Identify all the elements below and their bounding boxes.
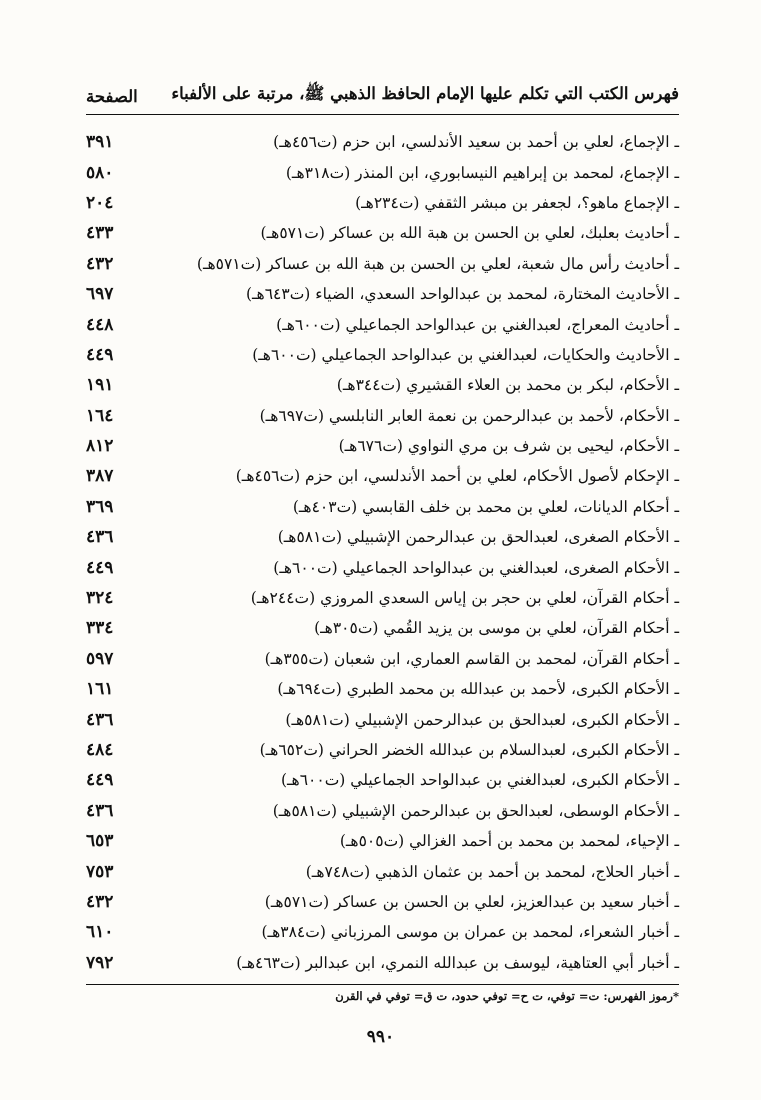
index-entry (86, 188, 679, 218)
entry-title: ـ أخبار الشعراء، لمحمد بن عمران بن موسى المرزباني (ت٣٨٤هـ) (261, 923, 679, 942)
entry-page-number: ٤٣٣ (86, 223, 114, 244)
index-entry (86, 917, 679, 947)
index-entry (86, 552, 679, 582)
entry-title: ـ أخبار الحلاج، لمحمد بن أحمد بن عثمان الذهبي (ت٧٤٨هـ) (305, 862, 679, 881)
entry-title: ـ الأحكام الكبرى، لأحمد بن عبدالله بن محمد الطبري (ت٦٩٤هـ) (277, 680, 679, 699)
folio-page-number: ٩٩٠ (366, 1027, 395, 1047)
entry-title: ـ الأحكام الكبرى، لعبدالغني بن عبدالواحد الجماعيلي (ت٦٠٠هـ) (280, 771, 679, 790)
entry-page-number: ٥٨٠ (86, 162, 114, 183)
entry-title: ـ الأحكام، لأحمد بن عبدالرحمن بن نعمة العابر النابلسي (ت٦٩٧هـ) (259, 406, 679, 425)
entry-page-number: ٧٥٣ (86, 861, 114, 882)
page-column-heading: الصفحة (86, 86, 138, 106)
entry-page-number: ٣٨٧ (86, 466, 114, 487)
entry-page-number: ١٩١ (86, 375, 114, 396)
index-entry (86, 613, 679, 643)
index-entry (86, 309, 679, 339)
entry-page-number: ٤٣٦ (86, 800, 114, 821)
entry-title: ـ أخبار سعيد بن عبدالعزيز، لعلي بن الحسن بن عساكر (ت٥٧١هـ) (264, 892, 679, 911)
entry-page-number: ٤٣٦ (86, 527, 114, 548)
entry-title: ـ أحاديث رأس مال شعبة، لعلي بن الحسن بن هبة الله بن عساكر (ت٥٧١هـ) (196, 254, 679, 273)
entry-title: ـ الإجماع، لمحمد بن إبراهيم النيسابوري، ابن المنذر (ت٣١٨هـ) (285, 163, 679, 182)
entry-title: ـ أحكام القرآن، لعلي بن حجر بن إياس السعدي المروزي (ت٢٤٤هـ) (250, 589, 679, 608)
entry-title: ـ أخبار أبي العتاهية، ليوسف بن عبدالله النمري، ابن عبدالبر (ت٤٦٣هـ) (236, 953, 679, 972)
index-entry (86, 249, 679, 279)
index-entry (86, 340, 679, 370)
entry-page-number: ٥٩٧ (86, 648, 114, 669)
entry-title: ـ الأحاديث والحكايات، لعبدالغني بن عبدالواحد الجماعيلي (ت٦٠٠هـ) (252, 345, 679, 364)
page-title: فهرس الكتب التي تكلم عليها الإمام الحافظ الذهبي ﷺ، مرتبة على الألفباء (171, 84, 679, 103)
entry-title: ـ الأحكام الوسطى، لعبدالحق بن عبدالرحمن الإشبيلي (ت٥٨١هـ) (272, 801, 679, 820)
entry-title: ـ أحكام الديانات، لعلي بن محمد بن خلف القابسي (ت٤٠٣هـ) (292, 497, 679, 516)
page-header (86, 82, 679, 110)
entry-page-number: ٤٣٦ (86, 709, 114, 730)
entry-page-number: ٧٩٢ (86, 952, 114, 973)
entry-page-number: ٤٤٩ (86, 557, 114, 578)
entry-title: ـ الأحكام، لبكر بن محمد بن العلاء القشيري (ت٣٤٤هـ) (336, 376, 679, 395)
index-entry (86, 948, 679, 978)
index-entry (86, 461, 679, 491)
header-rule (86, 114, 679, 115)
entry-page-number: ٣٦٩ (86, 496, 114, 517)
index-entry (86, 583, 679, 613)
entry-page-number: ٢٠٤ (86, 192, 114, 213)
footnote: *رموز الفهرس: ت= توفي، ت ح= توفي حدود، ت ق= توفي في القرن (335, 988, 679, 1003)
index-entry (86, 218, 679, 248)
index-entry (86, 674, 679, 704)
index-list (86, 127, 679, 978)
entry-page-number: ٣٣٤ (86, 618, 114, 639)
entry-title: ـ الأحكام، ليحيى بن شرف بن مري النواوي (ت٦٧٦هـ) (338, 437, 679, 456)
index-entry (86, 826, 679, 856)
entry-page-number: ٣٢٤ (86, 588, 114, 609)
index-entry (86, 279, 679, 309)
entry-page-number: ٤٤٩ (86, 344, 114, 365)
entry-page-number: ٦٩٧ (86, 284, 114, 305)
footnote-rule (86, 984, 679, 985)
index-entry (86, 157, 679, 187)
entry-title: ـ الإحكام لأصول الأحكام، لعلي بن أحمد الأندلسي، ابن حزم (ت٤٥٦هـ) (235, 467, 679, 486)
entry-page-number: ٤٣٢ (86, 253, 114, 274)
entry-title: ـ الإجماع، لعلي بن أحمد بن سعيد الأندلسي، ابن حزم (ت٤٥٦هـ) (273, 133, 679, 152)
index-entry (86, 735, 679, 765)
index-entry (86, 887, 679, 917)
entry-title: ـ أحكام القرآن، لمحمد بن القاسم العماري، ابن شعبان (ت٣٥٥هـ) (264, 649, 679, 668)
index-page (86, 82, 679, 1003)
index-entry (86, 127, 679, 157)
entry-page-number: ٤٤٩ (86, 770, 114, 791)
index-entry (86, 856, 679, 886)
index-entry (86, 796, 679, 826)
entry-page-number: ١٦٤ (86, 405, 114, 426)
index-entry (86, 765, 679, 795)
index-entry (86, 431, 679, 461)
index-entry (86, 401, 679, 431)
entry-title: ـ الإجماع ماهو؟، لجعفر بن مبشر الثقفي (ت٢٣٤هـ) (355, 193, 679, 212)
entry-title: ـ أحكام القرآن، لعلي بن موسى بن يزيد القُمي (ت٣٠٥هـ) (314, 619, 679, 638)
entry-page-number: ١٦١ (86, 679, 114, 700)
index-entry (86, 704, 679, 734)
entry-page-number: ٦١٠ (86, 922, 114, 943)
index-entry (86, 522, 679, 552)
entry-title: ـ أحاديث بعلبك، لعلي بن الحسن بن هبة الله بن عساكر (ت٥٧١هـ) (260, 224, 679, 243)
entry-page-number: ٤٤٨ (86, 314, 114, 335)
entry-page-number: ٤٣٢ (86, 891, 114, 912)
entry-title: ـ الأحكام الصغرى، لعبدالغني بن عبدالواحد الجماعيلي (ت٦٠٠هـ) (273, 558, 679, 577)
entry-title: ـ الأحكام الصغرى، لعبدالحق بن عبدالرحمن الإشبيلي (ت٥٨١هـ) (277, 528, 679, 547)
index-entry (86, 492, 679, 522)
index-entry (86, 370, 679, 400)
entry-title: ـ أحاديث المعراج، لعبدالغني بن عبدالواحد الجماعيلي (ت٦٠٠هـ) (276, 315, 679, 334)
entry-page-number: ٤٨٤ (86, 740, 114, 760)
entry-title: ـ الأحكام الكبرى، لعبدالحق بن عبدالرحمن الإشبيلي (ت٥٨١هـ) (285, 710, 679, 729)
entry-title: ـ الأحاديث المختارة، لمحمد بن عبدالواحد السعدي، الضياء (ت٦٤٣هـ) (245, 285, 679, 304)
entry-title: ـ الأحكام الكبرى، لعبدالسلام بن عبدالله الخضر الحراني (ت٦٥٢هـ) (259, 741, 679, 759)
entry-page-number: ٦٥٣ (86, 831, 114, 852)
index-entry (86, 644, 679, 674)
entry-title: ـ الإحياء، لمحمد بن محمد بن أحمد الغزالي (ت٥٠٥هـ) (339, 832, 679, 851)
entry-page-number: ٣٩١ (86, 132, 114, 153)
entry-page-number: ٨١٢ (86, 436, 114, 457)
